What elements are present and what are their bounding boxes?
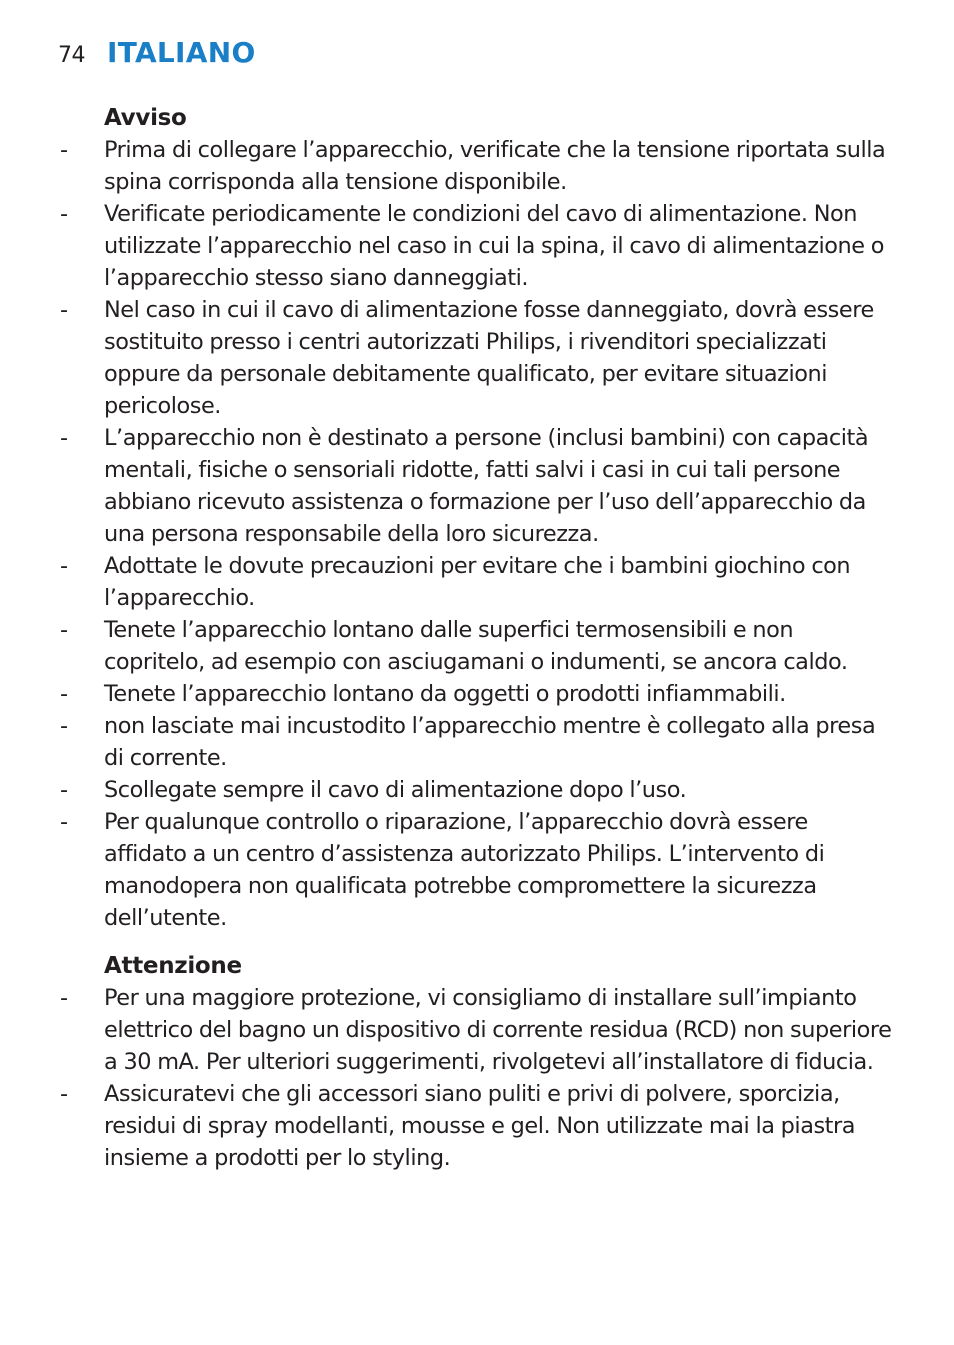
dash-bullet: - bbox=[60, 681, 68, 707]
list-item bbox=[0, 1078, 954, 1174]
list-item bbox=[0, 294, 954, 422]
list-item bbox=[0, 982, 954, 1078]
list-item bbox=[0, 614, 954, 678]
list-item-text: Scollegate sempre il cavo di alimentazione dopo l’uso. bbox=[104, 777, 687, 803]
dash-bullet: - bbox=[60, 201, 68, 227]
list-item bbox=[0, 678, 954, 710]
list-item bbox=[0, 134, 954, 198]
dash-bullet: - bbox=[60, 777, 68, 803]
list-item-text: Nel caso in cui il cavo di alimentazione fosse danneggiato, dovrà essere sostituito presso i centri autorizzati Philips, i rivenditori specializzati oppure da personale debitamente qualificato, per evitare situazioni pericolose. bbox=[104, 297, 874, 419]
section-heading: Attenzione bbox=[104, 953, 242, 979]
list-item-text: Verificate periodicamente le condizioni del cavo di alimentazione. Non utilizzate l’apparecchio nel caso in cui la spina, il cavo di alimentazione o l’apparecchio stesso siano danneggiati. bbox=[104, 201, 885, 291]
dash-bullet: - bbox=[60, 713, 68, 739]
page-content bbox=[0, 102, 954, 1174]
list-item-text: non lasciate mai incustodito l’apparecchio mentre è collegato alla presa di corrente. bbox=[104, 713, 876, 771]
dash-bullet: - bbox=[60, 297, 68, 323]
section-heading: Avviso bbox=[104, 105, 187, 131]
list-item bbox=[0, 422, 954, 550]
dash-bullet: - bbox=[60, 1081, 68, 1107]
bullet-list bbox=[0, 134, 954, 934]
dash-bullet: - bbox=[60, 553, 68, 579]
dash-bullet: - bbox=[60, 617, 68, 643]
list-item-text: Assicuratevi che gli accessori siano puliti e privi di polvere, sporcizia, residui di spray modellanti, mousse e gel. Non utilizzate mai la piastra insieme a prodotti per lo styling. bbox=[104, 1081, 856, 1171]
list-item bbox=[0, 806, 954, 934]
section-avviso bbox=[0, 102, 954, 934]
dash-bullet: - bbox=[60, 809, 68, 835]
list-item-text: Tenete l’apparecchio lontano dalle superfici termosensibili e non copritelo, ad esempio con asciugamani o indumenti, se ancora caldo. bbox=[104, 617, 848, 675]
list-item-text: Prima di collegare l’apparecchio, verificate che la tensione riportata sulla spina corrisponda alla tensione disponibile. bbox=[104, 137, 886, 195]
list-item-text: Per una maggiore protezione, vi consigliamo di installare sull’impianto elettrico del bagno un dispositivo di corrente residua (RCD) non superiore a 30 mA. Per ulteriori suggerimenti, rivolgetevi all’installatore di fiducia. bbox=[104, 985, 892, 1075]
list-item bbox=[0, 710, 954, 774]
language-title: ITALIANO bbox=[107, 36, 256, 69]
page-number: 74 bbox=[58, 43, 85, 68]
dash-bullet: - bbox=[60, 137, 68, 163]
page-header bbox=[58, 36, 256, 72]
list-item bbox=[0, 774, 954, 806]
list-item-text: Adottate le dovute precauzioni per evitare che i bambini giochino con l’apparecchio. bbox=[104, 553, 851, 611]
list-item-text: Per qualunque controllo o riparazione, l’apparecchio dovrà essere affidato a un centro d’assistenza autorizzato Philips. L’intervento di manodopera non qualificata potrebbe compromettere la sicurezza dell’utente. bbox=[104, 809, 825, 931]
section-attenzione bbox=[0, 950, 954, 1174]
dash-bullet: - bbox=[60, 985, 68, 1011]
list-item-text: L’apparecchio non è destinato a persone (inclusi bambini) con capacità mentali, fisiche o sensoriali ridotte, fatti salvi i casi in cui tali persone abbiano ricevuto assistenza o formazione per l’uso dell’apparecchio da una persona responsabile della loro sicurezza. bbox=[104, 425, 869, 547]
list-item bbox=[0, 198, 954, 294]
dash-bullet: - bbox=[60, 425, 68, 451]
list-item bbox=[0, 550, 954, 614]
list-item-text: Tenete l’apparecchio lontano da oggetti o prodotti infiammabili. bbox=[104, 681, 786, 707]
bullet-list bbox=[0, 982, 954, 1174]
